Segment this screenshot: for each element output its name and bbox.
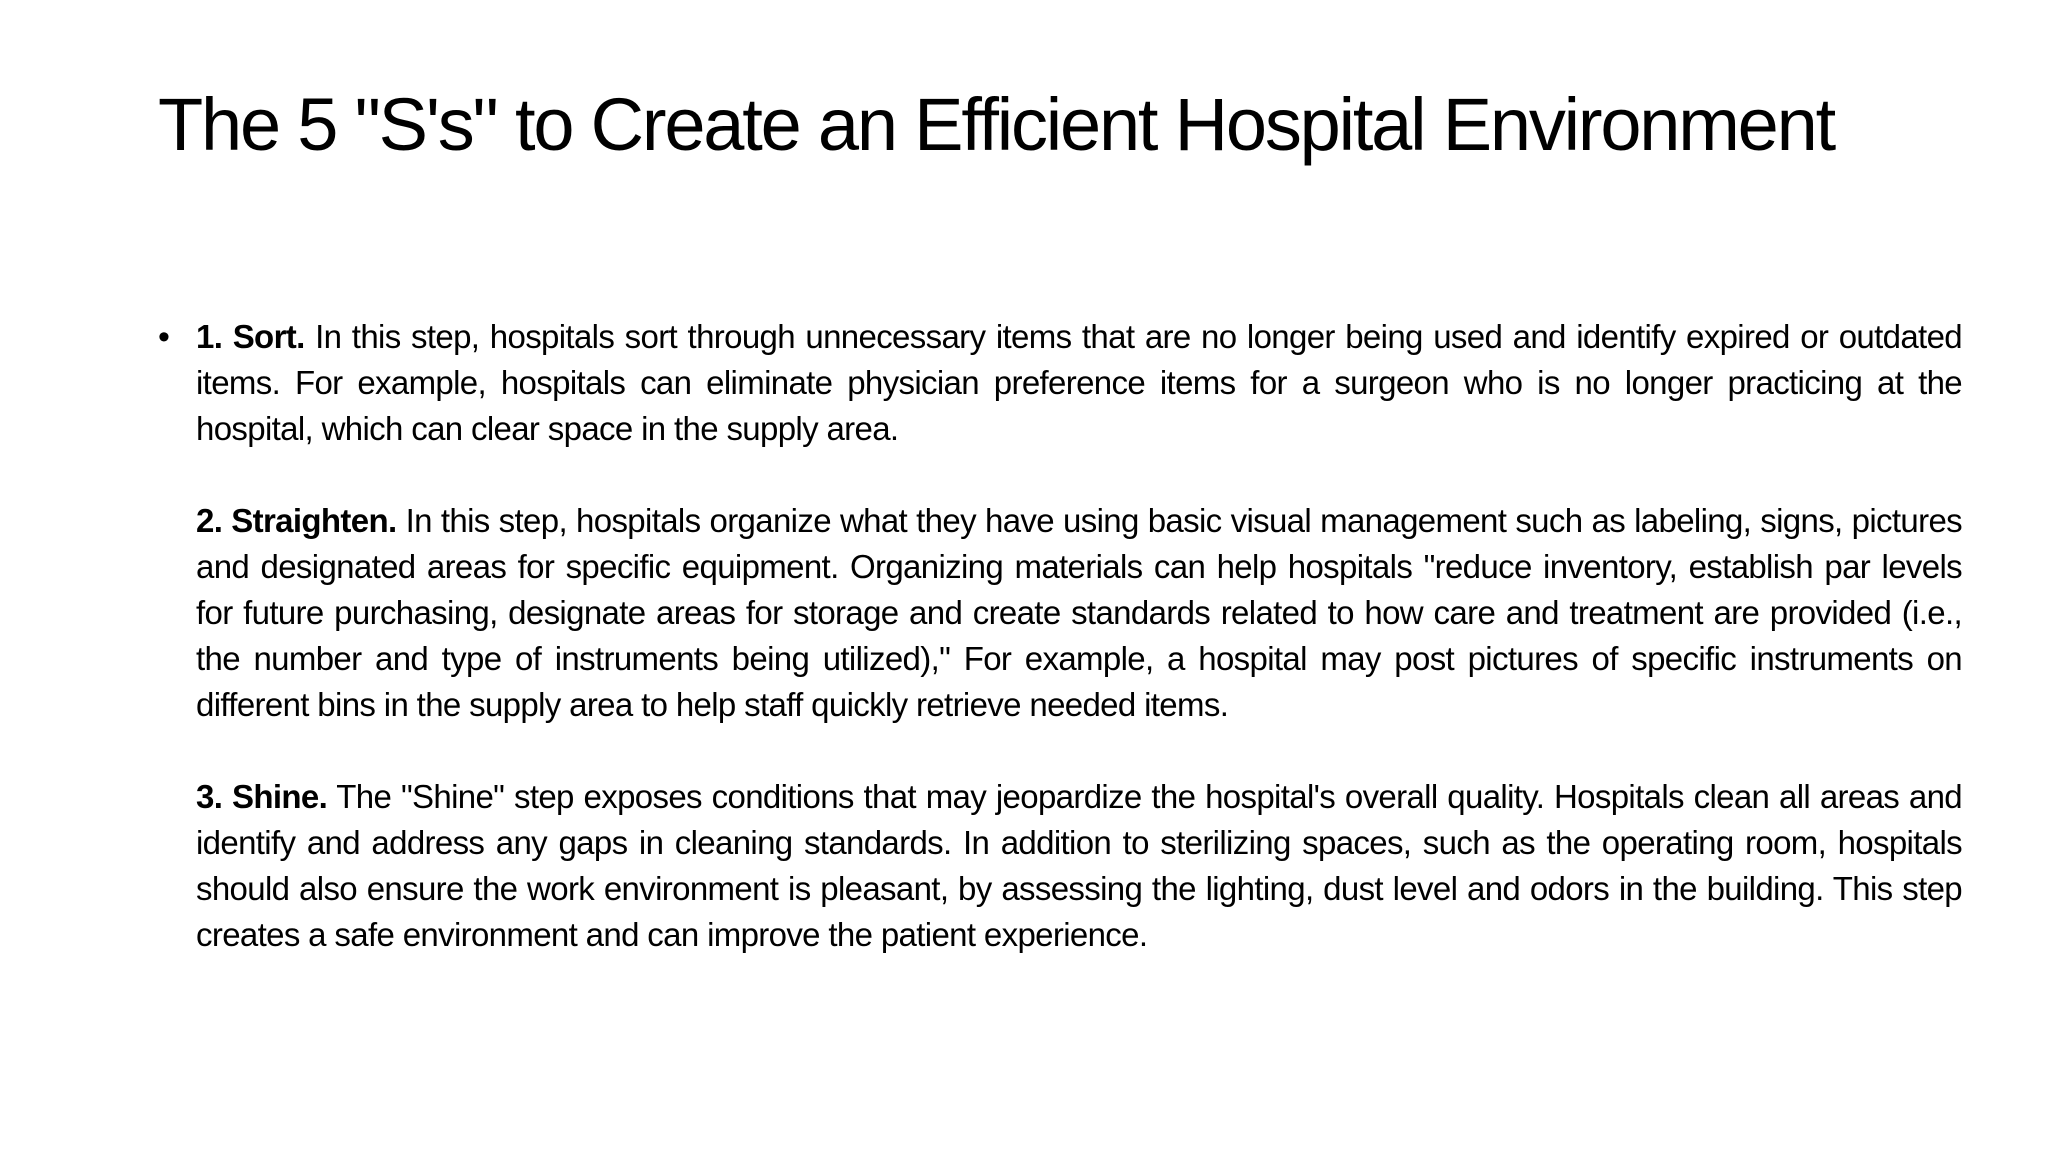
step-sort-heading: 1. Sort. [196, 318, 305, 355]
step-straighten-heading: 2. Straighten. [196, 502, 397, 539]
step-sort-text: In this step, hospitals sort through unnecessary items that are no longer being used and identify expired or outdated items. For example, hospitals can eliminate physician preference items for a surgeon who is no longer practicing at the hospital, which can clear space in the supply area. [196, 318, 1962, 447]
step-straighten-paragraph [196, 498, 1962, 728]
step-sort-paragraph [196, 314, 1962, 452]
bullet-content [196, 314, 1962, 958]
step-shine-paragraph [196, 774, 1962, 958]
slide-body [158, 314, 1962, 958]
bullet-marker: • [158, 318, 170, 356]
slide-title: The 5 "S's" to Create an Efficient Hospital Environment [158, 83, 1834, 166]
step-straighten-text: In this step, hospitals organize what they have using basic visual management such as labeling, signs, pictures and designated areas for specific equipment. Organizing materials can help hospitals "reduce inventory, establish par levels for future purchasing, designate areas for storage and create standards related to how care and treatment are provided (i.e., the number and type of instruments being utilized)," For example, a hospital may post pictures of specific instruments on different bins in the supply area to help staff quickly retrieve needed items. [196, 502, 1962, 723]
step-shine-text: The "Shine" step exposes conditions that may jeopardize the hospital's overall quality. Hospitals clean all areas and identify and address any gaps in cleaning standards. In addition to sterilizing spaces, such as the operating room, hospitals should also ensure the work environment is pleasant, by assessing the lighting, dust level and odors in the building. This step creates a safe environment and can improve the patient experience. [196, 778, 1963, 953]
step-shine-heading: 3. Shine. [196, 778, 328, 815]
